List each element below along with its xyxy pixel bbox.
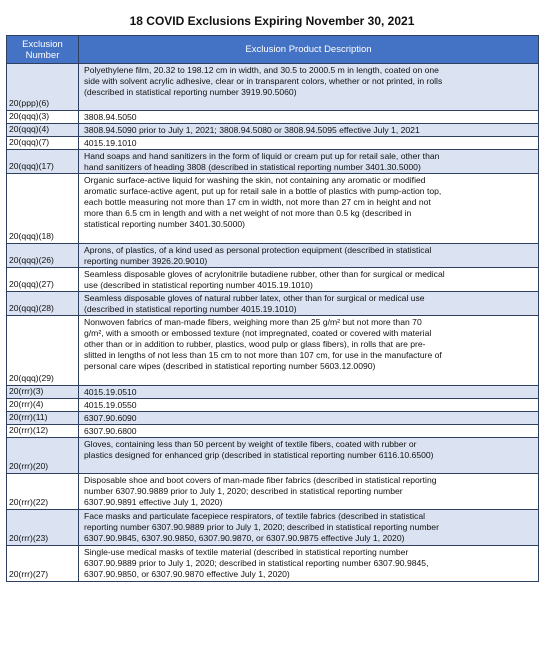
description-line: personal care wipes (described in statistical reporting number 5603.12.0090) [84,361,376,371]
header-number-line: Number [25,49,60,61]
exclusion-description-cell [79,510,539,546]
exclusion-description-cell [79,174,539,244]
exclusion-description-cell [79,386,539,399]
exclusion-description-cell [79,111,539,124]
table-row [7,124,539,137]
exclusion-number-cell: 20(qqq)(27) [7,268,79,292]
exclusion-number-cell: 20(ppp)(6) [7,64,79,111]
exclusion-description-cell [79,268,539,292]
table-body [7,64,539,582]
description-line: 4015.19.0510 [84,387,137,397]
exclusion-number-cell: 20(rrr)(27) [7,546,79,582]
description-line: 6307.90.6090 [84,413,137,423]
table-header-row [7,36,539,64]
table-row [7,292,539,316]
description-line: statistical reporting number 3401.30.5000) [84,219,245,229]
description-line: Hand soaps and hand sanitizers in the form of liquid or cream put up for retail sale, other than [84,151,440,161]
description-line: 4015.19.1010 [84,138,137,148]
table-row [7,137,539,150]
exclusion-number-cell: 20(qqq)(7) [7,137,79,150]
table-row [7,316,539,386]
exclusion-description-cell [79,124,539,137]
header-exclusion-number [7,36,79,64]
description-line: g/m², with a smooth or embossed texture (not impregnated, coated or covered with material [84,328,432,338]
exclusion-description-cell [79,150,539,174]
exclusion-description-cell [79,292,539,316]
description-line: 6307.90.9845, 6307.90.9850, 6307.90.9870, or 6307.90.9875 effective July 1, 2020) [84,533,405,543]
exclusion-description-cell [79,137,539,150]
description-line: Seamless disposable gloves of natural rubber latex, other than for surgical or medical use [84,293,425,303]
exclusion-description-cell [79,546,539,582]
exclusion-number-cell: 20(rrr)(22) [7,474,79,510]
page-title: 18 COVID Exclusions Expiring November 30, 2021 [129,14,415,28]
exclusion-number-cell: 20(rrr)(23) [7,510,79,546]
exclusion-description-cell [79,425,539,438]
table-row [7,268,539,292]
table-row [7,386,539,399]
description-line: Aprons, of plastics, of a kind used as personal protection equipment (described in statistical [84,245,432,255]
description-line: reporting number 3926.20.9010) [84,256,208,266]
description-line: hand sanitizers of heading 3808 (described in statistical reporting number 3401.30.5000) [84,162,421,172]
description-line: Polyethylene film, 20.32 to 198.12 cm in width, and 30.5 to 2000.5 m in length, coated on one [84,65,439,75]
exclusion-description-cell [79,474,539,510]
description-line: 6307.90.6800 [84,426,137,436]
description-line: (described in statistical reporting number 4015.19.1010) [84,304,297,314]
exclusion-number-cell: 20(qqq)(28) [7,292,79,316]
description-line: use (described in statistical reporting number 4015.19.1010) [84,280,313,290]
exclusion-number-cell: 20(rrr)(12) [7,425,79,438]
table-row [7,64,539,111]
header-number-line: Exclusion [22,38,63,50]
exclusion-number-cell: 20(rrr)(20) [7,438,79,474]
description-line: aromatic surface-active agent, put up for retail sale in a bottle of plastics with pump-action top, [84,186,442,196]
description-line: 4015.19.0550 [84,400,137,410]
table-row [7,438,539,474]
table-row [7,399,539,412]
exclusion-description-cell [79,64,539,111]
description-line: Seamless disposable gloves of acrylonitrile butadiene rubber, other than for surgical or medical [84,269,445,279]
description-line: 3808.94.5050 [84,112,137,122]
description-line: Face masks and particulate facepiece respirators, of textile fabrics (described in statistical [84,511,426,521]
description-line: 3808.94.5090 prior to July 1, 2021; 3808.94.5080 or 3808.94.5095 effective July 1, 2021 [84,125,420,135]
description-line: 6307.90.9850, or 6307.90.9870 effective July 1, 2020) [84,569,290,579]
description-line: Nonwoven fabrics of man-made fibers, weighing more than 25 g/m² but not more than 70 [84,317,422,327]
description-line: each bottle measuring not more than 17 cm in width, not more than 27 cm in height and not [84,197,431,207]
exclusion-number-cell: 20(qqq)(18) [7,174,79,244]
table-row [7,111,539,124]
exclusion-description-cell [79,244,539,268]
header-description: Exclusion Product Description [79,36,539,64]
description-line: Organic surface-active liquid for washing the skin, not containing any aromatic or modified [84,175,426,185]
description-line: 6307.90.9889 prior to July 1, 2020; described in statistical reporting number 6307.90.9845, [84,558,429,568]
description-line: Gloves, containing less than 50 percent by weight of textile fibers, coated with rubber or [84,439,417,449]
description-line: (described in statistical reporting number 3919.90.5060) [84,87,297,97]
exclusion-description-cell [79,316,539,386]
description-line: slitted in lengths of not less than 15 cm to not more than 107 cm, for use in the manufacture of [84,350,442,360]
exclusion-number-cell: 20(qqq)(17) [7,150,79,174]
description-line: plastics designed for enhanced grip (described in statistical reporting number 6116.10.6500) [84,450,434,460]
table-row [7,244,539,268]
table-row [7,546,539,582]
exclusion-number-cell: 20(qqq)(26) [7,244,79,268]
description-line: Disposable shoe and boot covers of man-made fiber fabrics (described in statistical reporting [84,475,437,485]
exclusion-number-cell: 20(rrr)(4) [7,399,79,412]
exclusion-number-cell: 20(rrr)(11) [7,412,79,425]
table-row [7,425,539,438]
exclusion-number-cell: 20(qqq)(4) [7,124,79,137]
description-line: reporting number 6307.90.9889 prior to July 1, 2020; described in statistical reporting number [84,522,439,532]
exclusions-table [6,35,539,582]
exclusion-number-cell: 20(qqq)(29) [7,316,79,386]
table-row [7,150,539,174]
exclusion-description-cell [79,438,539,474]
table-row [7,474,539,510]
description-line: side with solvent acrylic adhesive, clear or in transparent colors, whether or not printed, in rolls [84,76,443,86]
table-row [7,510,539,546]
exclusion-number-cell: 20(rrr)(3) [7,386,79,399]
description-line: more than 6.5 cm in length and with a net weight of not more than 0.5 kg (described in [84,208,412,218]
exclusion-number-cell: 20(qqq)(3) [7,111,79,124]
description-line: 6307.90.9891 effective July 1, 2020) [84,497,223,507]
exclusion-description-cell [79,412,539,425]
table-row [7,412,539,425]
description-line: Single-use medical masks of textile material (described in statistical reporting number [84,547,409,557]
description-line: number 6307.90.9889 prior to July 1, 2020; described in statistical reporting number [84,486,403,496]
table-row [7,174,539,244]
exclusion-description-cell [79,399,539,412]
description-line: other than or in addition to rubber, plastics, wood pulp or glass fibers), in rolls that are pre- [84,339,426,349]
